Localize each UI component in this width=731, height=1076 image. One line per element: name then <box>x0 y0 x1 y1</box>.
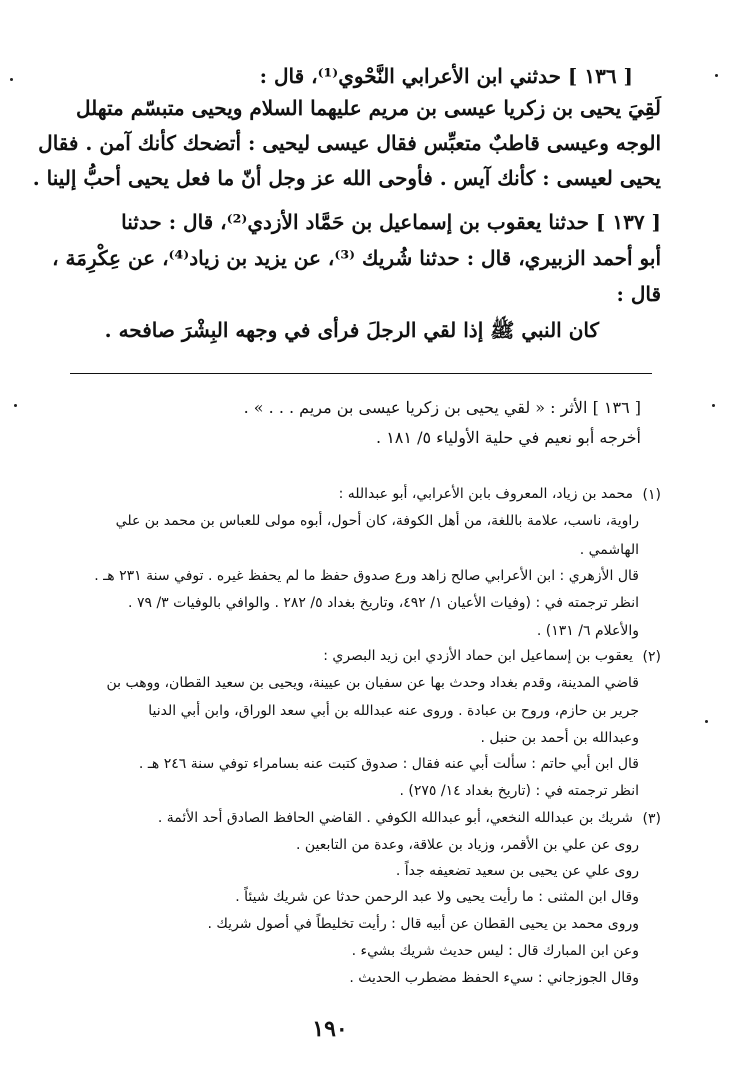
scan-speck <box>14 404 17 407</box>
scan-speck <box>715 74 718 77</box>
footnote-line: انظر ترجمته في : (وفيات الأعيان ١/ ٤٩٢، وتاريخ بغداد ٥/ ٢٨٢ . والوافي بالوفيات ٣/ ٧٩ . <box>128 595 639 611</box>
footnote-line: انظر ترجمته في : (تاريخ بغداد ١٤/ ٢٧٥) . <box>399 783 639 799</box>
hadith-137-line: أبو أحمد الزبيري، قال : حدثنا شُريك ⁽³⁾، عن يزيد بن زياد⁽⁴⁾، عن عِكْرِمَة ، <box>52 246 661 270</box>
footnote-line: قال الأزهري : ابن الأعرابي صالح زاهد ورع صدوق حفظ ما لم يحفظ غيره . توفي سنة ٢٣١ هـ . <box>94 568 639 584</box>
scan-speck <box>712 404 715 407</box>
footnote-separator <box>70 373 652 374</box>
footnote-line: روى عن علي بن الأقمر، وزياد بن علاقة، وعدة من التابعين . <box>295 837 639 853</box>
footnote-line: قاضي المدينة، وقدم بغداد وحدث بها عن سفيان بن عيينة، ويحيى بن سعيد القطان، ووهب بن <box>106 675 639 691</box>
hadith-137-line: كان النبي ﷺ إذا لقي الرجلَ فرأى في وجهه البِشْرَ صافحه . <box>104 318 599 342</box>
footnote-line: وقال ابن المثنى : ما رأيت يحيى ولا عبد الرحمن حدثا عن شريك شيئاً . <box>235 889 639 905</box>
footnote-label: (٢) <box>642 649 661 665</box>
footnote-line: محمد بن زياد، المعروف بابن الأعرابي، أبو عبدالله : <box>338 486 633 502</box>
scan-speck <box>705 720 708 723</box>
footnote-line: وقال الجوزجاني : سيء الحفظ مضطرب الحديث . <box>349 970 639 986</box>
scan-speck <box>10 78 13 81</box>
footnote-label: (١) <box>642 487 661 503</box>
takhrij-line: أخرجه أبو نعيم في حلية الأولياء ٥/ ١٨١ . <box>376 428 641 447</box>
hadith-136-line: الوجه وعيسى قاطبٌ متعبِّس فقال عيسى ليحيى : أتضحك كأنك آمن . فقال <box>38 131 661 155</box>
footnote-line: يعقوب بن إسماعيل ابن حماد الأزدي ابن زيد البصري : <box>323 648 633 664</box>
hadith-136-heading: [ ١٣٦ ] حدثني ابن الأعرابي النَّحْوي⁽¹⁾، قال : <box>259 64 633 88</box>
footnote-line: وعن ابن المبارك قال : ليس حديث شريك بشيء . <box>351 943 639 959</box>
footnote-line: قال ابن أبي حاتم : سألت أبي عنه فقال : صدوق كتبت عنه بسامراء توفي سنة ٢٤٦ هـ . <box>138 756 639 772</box>
page-number: ١٩٠ <box>312 1016 348 1042</box>
hadith-136-line: لَقِيَ يحيى بن زكريا عيسى بن مريم عليهما السلام ويحيى متبسّم متهلل <box>76 96 661 120</box>
takhrij-line: [ ١٣٦ ] الأثر : « لقي يحيى بن زكريا عيسى بن مريم . . . » . <box>243 398 641 417</box>
footnote-line: وعبدالله بن أحمد بن حنبل . <box>480 730 639 746</box>
hadith-137-heading: [ ١٣٧ ] حدثنا يعقوب بن إسماعيل بن حَمَّاد الأزدي⁽²⁾، قال : حدثنا <box>121 210 661 234</box>
footnote-line: شريك بن عبدالله النخعي، أبو عبدالله الكوفي . القاضي الحافظ الصادق أحد الأئمة . <box>157 810 633 826</box>
footnote-line: الهاشمي . <box>579 542 639 558</box>
footnote-line: روى علي عن يحيى بن سعيد تضعيفه جداً . <box>395 863 639 879</box>
footnote-line: راوية، ناسب، علامة باللغة، من أهل الكوفة، كان أحول، أبوه مولى للعباس بن محمد بن علي <box>115 513 639 529</box>
footnote-label: (٣) <box>642 811 661 827</box>
footnote-line: وروى محمد بن يحيى القطان عن أبيه قال : رأيت تخليطاً في أصول شريك . <box>207 916 639 932</box>
footnote-line: والأعلام ٦/ ١٣١) . <box>536 623 639 639</box>
footnote-line: جرير بن حازم، وروح بن عبادة . وروى عنه عبدالله بن أبي سعد الوراق، وابن أبي الدنيا <box>148 703 639 719</box>
hadith-136-line: يحيى لعيسى : كأنك آيس . فأوحى الله عز وجل أنّ ما فعل يحيى أحبُّ إلينا . <box>32 166 661 190</box>
hadith-137-line: قال : <box>616 282 661 306</box>
